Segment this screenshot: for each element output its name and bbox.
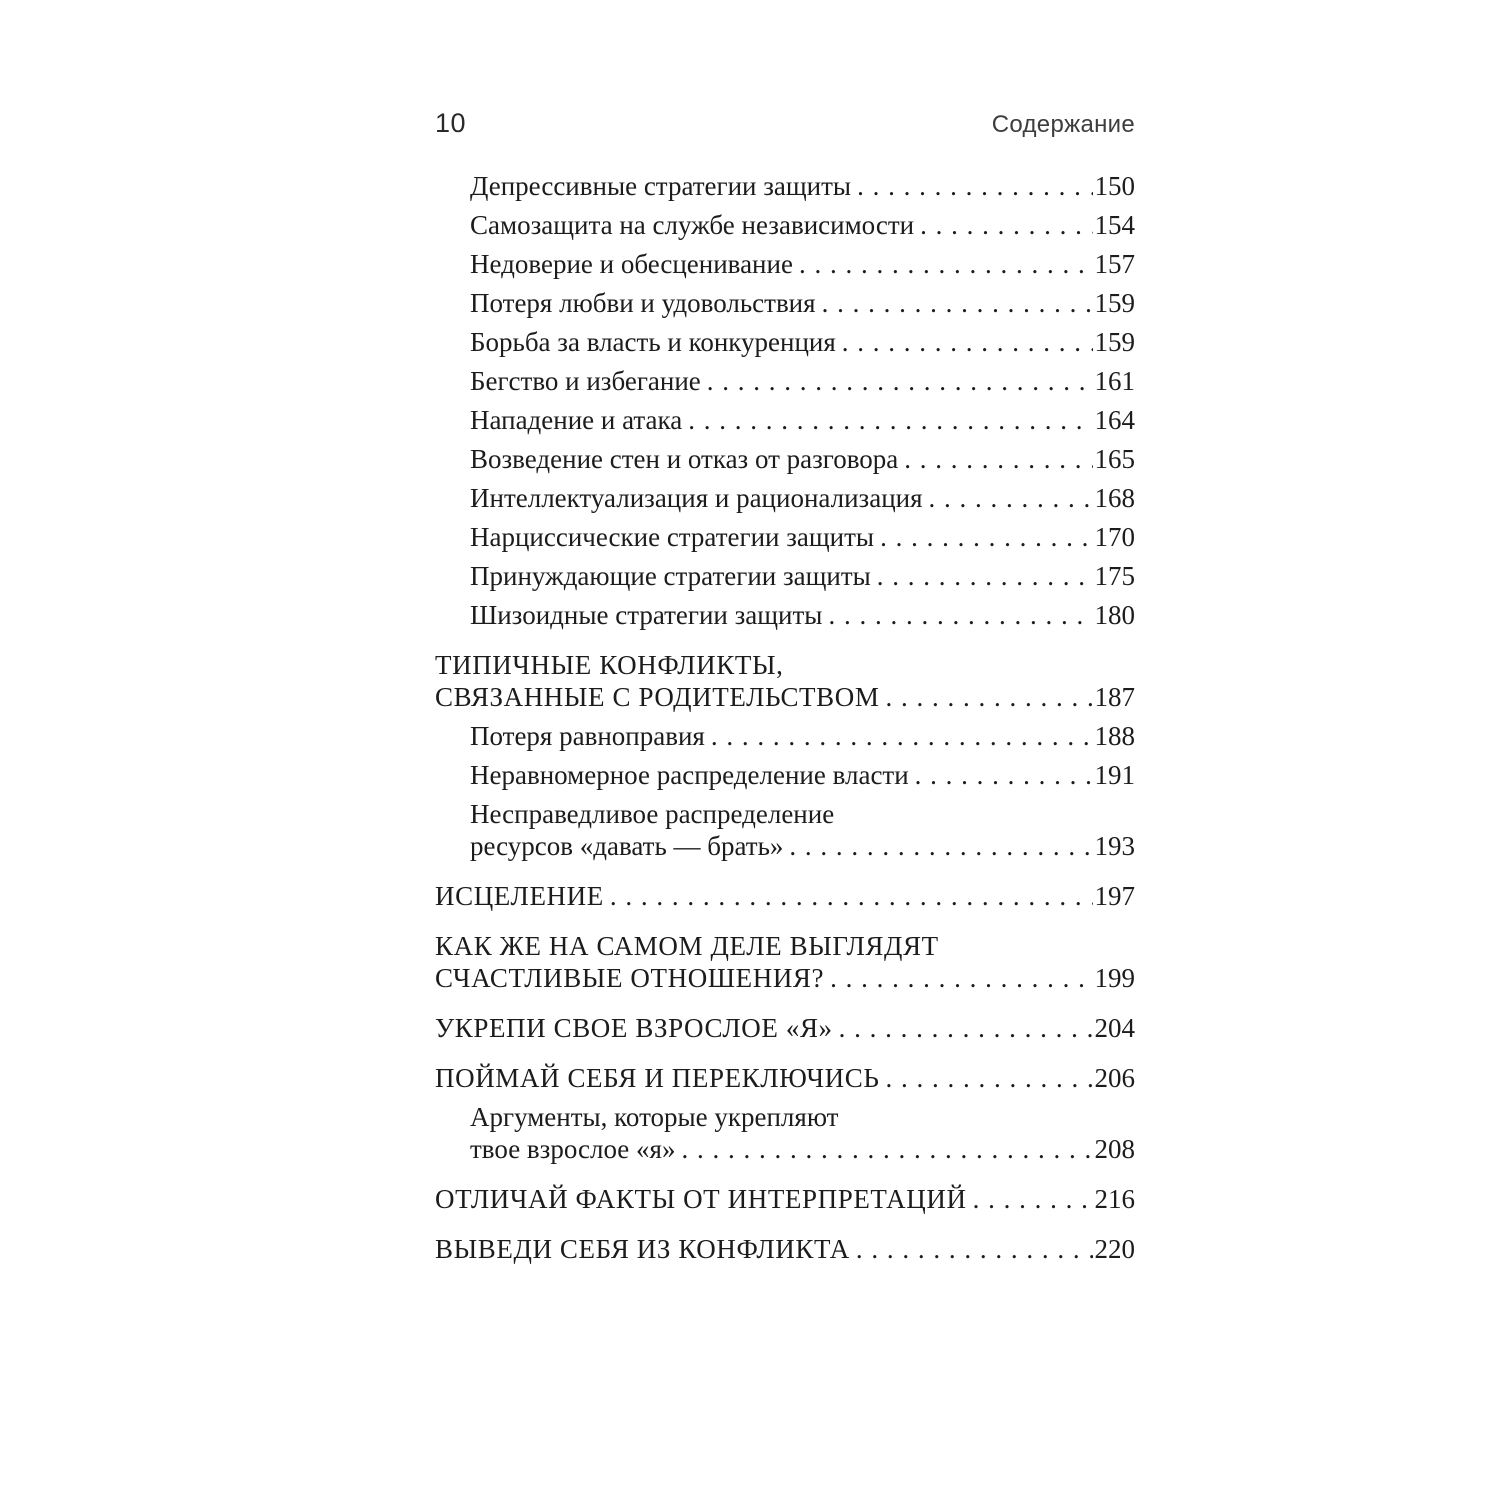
page-number: 10 [435, 108, 467, 138]
dot-leader [885, 1062, 1092, 1094]
dot-leader [880, 521, 1092, 553]
toc-entry-title: УКРЕПИ СВОЕ ВЗРОСЛОЕ «Я» [435, 1013, 833, 1043]
dot-leader [707, 365, 1093, 397]
toc-entry-page: 170 [1094, 522, 1135, 552]
toc-entry [435, 720, 1135, 752]
dot-leader [885, 681, 1092, 713]
toc-entry-page: 204 [1094, 1013, 1135, 1043]
toc-entry-title: КАК ЖЕ НА САМОМ ДЕЛЕ ВЫГЛЯДЯТ [435, 931, 939, 961]
dot-leader [904, 443, 1092, 475]
toc-entry [435, 482, 1135, 514]
dot-leader [839, 1012, 1093, 1044]
dot-leader [681, 1133, 1092, 1165]
toc-entry-title: ПОЙМАЙ СЕБЯ И ПЕРЕКЛЮЧИСЬ [435, 1063, 880, 1093]
toc-entry [435, 521, 1135, 553]
dot-leader [711, 720, 1093, 752]
dot-leader [920, 209, 1092, 241]
dot-leader [830, 962, 1092, 994]
toc-entry-page: 193 [1094, 831, 1135, 861]
toc-entry-line [435, 880, 1135, 912]
toc-entry [435, 599, 1135, 631]
toc-entry-page: 208 [1094, 1134, 1135, 1164]
toc-entry-page: 165 [1094, 444, 1135, 474]
toc-entry-page: 216 [1094, 1184, 1135, 1214]
toc-entry-title: Интеллектуализация и рационализация [470, 483, 923, 513]
toc-entry-title: Неравномерное распределение власти [470, 760, 909, 790]
toc-entry-page: 220 [1094, 1234, 1135, 1264]
toc-entry-title: Потеря равноправия [470, 721, 705, 751]
toc-entry [435, 1012, 1135, 1044]
toc-entry [435, 798, 1135, 862]
toc-entry-page: 164 [1094, 405, 1135, 435]
dot-leader [929, 482, 1093, 514]
toc-entry-title: ИСЦЕЛЕНИЕ [435, 881, 604, 911]
toc-entry-line [470, 560, 1135, 592]
toc-entry-page: 159 [1094, 327, 1135, 357]
toc-entry-line [435, 962, 1135, 994]
toc-entry-title: Депрессивные стратегии защиты [470, 171, 852, 201]
running-title: Содержание [991, 111, 1135, 138]
toc-entry-title: Недоверие и обесценивание [470, 249, 793, 279]
toc-entry [435, 170, 1135, 202]
toc-entry-line [470, 798, 1135, 830]
toc-entry-title: Аргументы, которые укрепляют [470, 1102, 839, 1132]
dot-leader [688, 404, 1092, 436]
toc-entry [435, 365, 1135, 397]
dot-leader [915, 759, 1093, 791]
table-of-contents [435, 170, 1135, 1265]
toc-entry-page: 187 [1094, 682, 1135, 712]
toc-entry-line [470, 170, 1135, 202]
toc-entry [435, 560, 1135, 592]
toc-entry-line [470, 365, 1135, 397]
toc-entry-title: твое взрослое «я» [470, 1134, 676, 1164]
toc-entry-page: 168 [1094, 483, 1135, 513]
toc-entry-page: 180 [1094, 600, 1135, 630]
toc-entry [435, 759, 1135, 791]
toc-entry [435, 287, 1135, 319]
toc-entry-page: 159 [1094, 288, 1135, 318]
toc-entry [435, 1101, 1135, 1165]
toc-entry-line [470, 599, 1135, 631]
toc-entry-page: 157 [1094, 249, 1135, 279]
toc-entry-title: СВЯЗАННЫЕ С РОДИТЕЛЬСТВОМ [435, 682, 880, 712]
toc-entry-line [470, 1101, 1135, 1133]
toc-entry-page: 197 [1094, 881, 1135, 911]
toc-entry-page: 191 [1094, 760, 1135, 790]
toc-entry-line [470, 248, 1135, 280]
toc-entry-title: Нарциссические стратегии защиты [470, 522, 875, 552]
toc-entry-page: 188 [1094, 721, 1135, 751]
toc-entry-line [435, 1233, 1135, 1265]
toc-entry-line [470, 443, 1135, 475]
dot-leader [842, 326, 1093, 358]
toc-entry [435, 404, 1135, 436]
toc-entry-line [435, 1062, 1135, 1094]
toc-entry-line [435, 1012, 1135, 1044]
dot-leader [973, 1183, 1093, 1215]
toc-entry [435, 1062, 1135, 1094]
toc-entry-page: 206 [1094, 1063, 1135, 1093]
dot-leader [828, 599, 1092, 631]
toc-entry-title: ТИПИЧНЫЕ КОНФЛИКТЫ, [435, 650, 784, 680]
toc-entry [435, 649, 1135, 713]
toc-entry-title: Потеря любви и удовольствия [470, 288, 816, 318]
toc-entry-title: ВЫВЕДИ СЕБЯ ИЗ КОНФЛИКТА [435, 1234, 850, 1264]
page-header [435, 108, 1135, 140]
toc-entry [435, 248, 1135, 280]
toc-entry [435, 880, 1135, 912]
toc-entry-line [470, 830, 1135, 862]
toc-entry-title: Принуждающие стратегии защиты [470, 561, 871, 591]
toc-entry-page: 154 [1094, 210, 1135, 240]
toc-entry-line [470, 287, 1135, 319]
toc-entry-page: 150 [1094, 171, 1135, 201]
toc-entry-line [470, 482, 1135, 514]
toc-entry-title: Борьба за власть и конкуренция [470, 327, 836, 357]
toc-entry-line [435, 1183, 1135, 1215]
toc-entry-line [470, 326, 1135, 358]
toc-entry-title: Бегство и избегание [470, 366, 701, 396]
toc-entry-line [435, 681, 1135, 713]
toc-entry-title: Самозащита на службе независимости [470, 210, 915, 240]
toc-column [435, 108, 1135, 1272]
toc-entry-page: 161 [1094, 366, 1135, 396]
toc-entry-title: ресурсов «давать — брать» [470, 831, 784, 861]
toc-entry-title: Нападение и атака [470, 405, 683, 435]
toc-entry-line [470, 720, 1135, 752]
toc-entry-page: 199 [1094, 963, 1135, 993]
toc-entry-title: Шизоидные стратегии защиты [470, 600, 823, 630]
dot-leader [822, 287, 1093, 319]
toc-entry-line [435, 930, 1135, 962]
toc-entry-title: Возведение стен и отказ от разговора [470, 444, 899, 474]
toc-entry [435, 209, 1135, 241]
toc-entry-line [435, 649, 1135, 681]
toc-entry [435, 443, 1135, 475]
toc-entry [435, 930, 1135, 994]
dot-leader [877, 560, 1093, 592]
toc-entry-line [470, 209, 1135, 241]
toc-entry-line [470, 404, 1135, 436]
dot-leader [857, 170, 1092, 202]
toc-entry [435, 1233, 1135, 1265]
toc-entry-line [470, 521, 1135, 553]
toc-entry-line [470, 759, 1135, 791]
dot-leader [799, 248, 1093, 280]
toc-entry [435, 1183, 1135, 1215]
dot-leader [610, 880, 1093, 912]
toc-entry-page: 175 [1094, 561, 1135, 591]
toc-entry-title: СЧАСТЛИВЫЕ ОТНОШЕНИЯ? [435, 963, 825, 993]
dot-leader [856, 1233, 1093, 1265]
toc-entry [435, 326, 1135, 358]
dot-leader [789, 830, 1092, 862]
toc-entry-title: ОТЛИЧАЙ ФАКТЫ ОТ ИНТЕРПРЕТАЦИЙ [435, 1184, 967, 1214]
toc-entry-line [470, 1133, 1135, 1165]
toc-entry-title: Несправедливое распределение [470, 799, 835, 829]
